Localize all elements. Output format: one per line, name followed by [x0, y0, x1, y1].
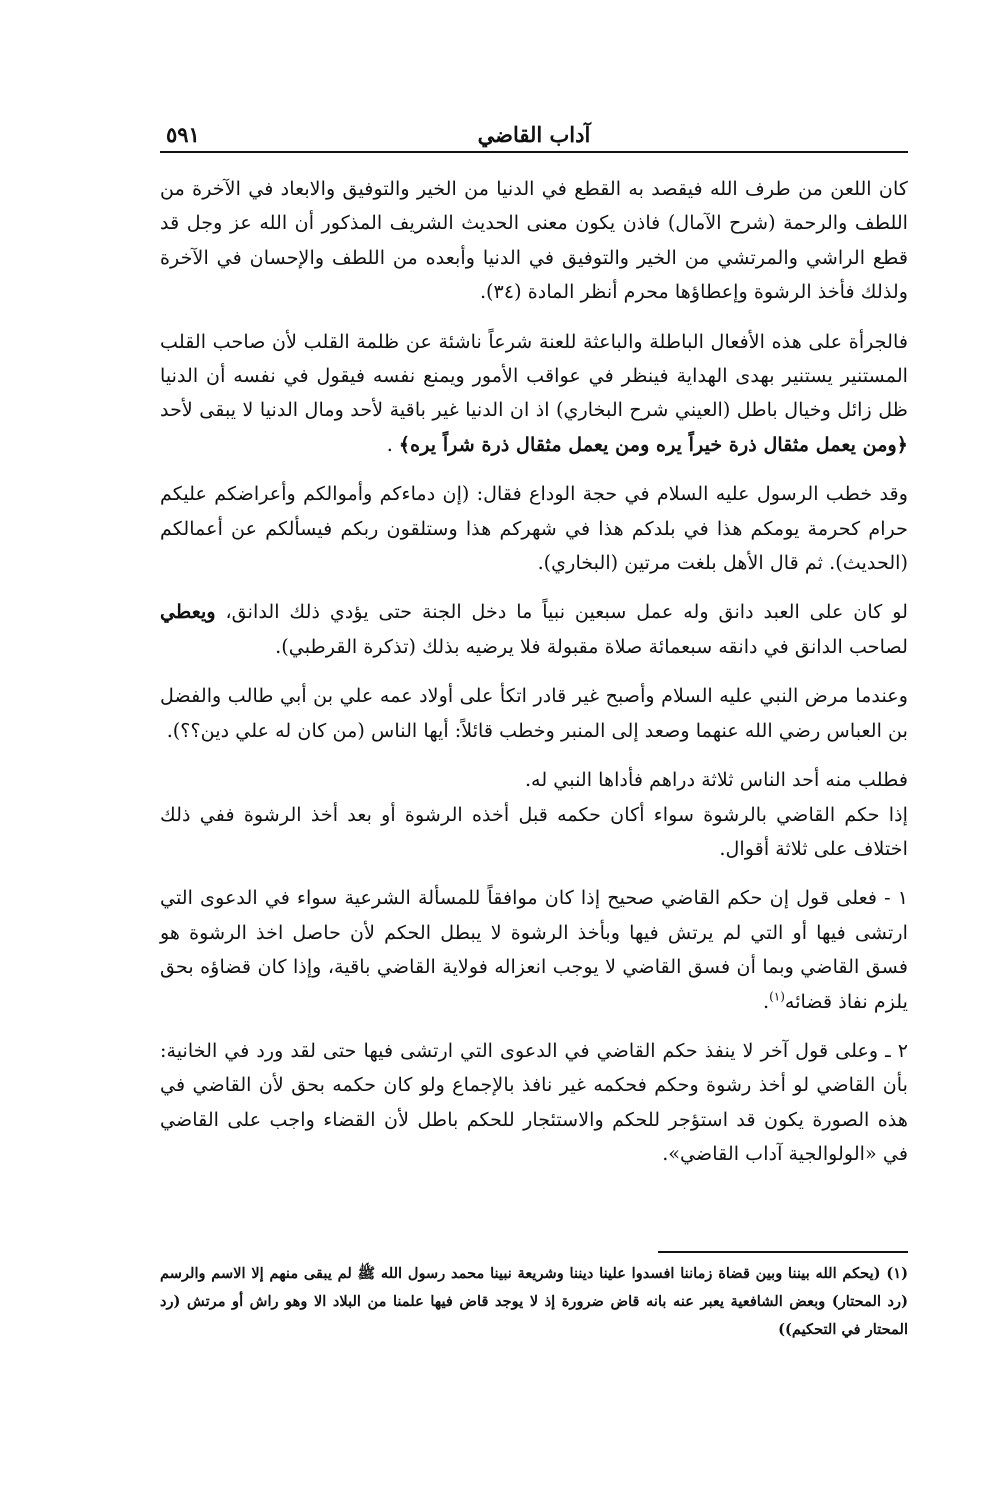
paragraph-8 — [160, 881, 908, 1019]
paragraph-7 — [160, 798, 908, 867]
paragraph-6 — [160, 763, 908, 797]
paragraph-2-end: . — [386, 432, 393, 456]
page-number: ٥٩١ — [166, 122, 200, 147]
footnote-rule — [658, 1251, 908, 1253]
header-rule — [160, 151, 908, 153]
paragraph-7-text: إذا حكم القاضي بالرشوة سواء أكان حكمه قبل أخذه الرشوة أو بعد أخذ الرشوة ففي ذلك اختلاف على ثلاثة أقوال. — [160, 802, 908, 860]
paragraph-2-text: فالجرأة على هذه الأفعال الباطلة والباعثة للعنة شرعاً ناشئة عن ظلمة القلب لأن صاحب القلب المستنير يستنير بهدى الهداية فينظر في عواقب الأمور ويمنع نفسه فيقول في نفسه أن الدنيا ظل زائل وخيال باطل (العيني شرح البخاري) اذ ان الدنيا غير باقية لأحد ومال الدنيا لا يبقى لأحد — [160, 329, 908, 422]
paragraph-8-end: . — [762, 989, 770, 1013]
paragraph-8-text: ١ - فعلى قول إن حكم القاضي صحيح إذا كان موافقاً للمسألة الشرعية سواء في الدعوى التي ارتشى فيها أو التي لم يرتش فيها وبأخذ الرشوة لا يبطل الحكم لأن حاصل اخذ الرشوة هو فسق القاضي وبما أن فسق القاضي لا يوجب انعزاله فولاية القاضي باقية، وإذا كان قضاؤه بحق يلزم نفاذ قضائه — [160, 886, 908, 1013]
paragraph-3-text: وقد خطب الرسول عليه السلام في حجة الوداع فقال: (إن دماءكم وأموالكم وأعراضكم عليكم حرام كحرمة يومكم هذا في بلدكم هذا في شهركم هذا وستلقون ربكم فيسألكم عن أعمالكم (الحديث). ثم قال الأهل بلغت مرتين (البخاري). — [160, 482, 908, 575]
footnote-text: (يحكم الله بيننا وبين قضاة زماننا افسدوا علينا ديننا وشريعة نبينا محمد رسول الله ﷺ لم يبقى منهم إلا الاسم والرسم (رد المحتار) وبعض الشافعية يعبر عنه بانه قاض ضرورة إذ لا يوجد قاض فيها علمنا من البلاد الا وهو راش أو مرتش (رد المحتار في التحكيم)) — [160, 1265, 908, 1338]
footnote-reference[interactable]: (١) — [769, 989, 785, 1004]
quran-verse: ﴿ومن يعمل مثقال ذرة خيراً يره ومن يعمل مثقال ذرة شراً يره﴾ — [398, 432, 908, 456]
paragraph-1 — [160, 172, 908, 310]
footnote-number: (١) — [886, 1265, 908, 1282]
footnote-1 — [160, 1260, 908, 1344]
paragraph-5-text: وعندما مرض النبي عليه السلام وأصبح غير قادر اتكأ على أولاد عمه علي بن أبي طالب والفضل بن العباس رضي الله عنهما وصعد إلى المنبر وخطب قائلاً: أيها الناس (من كان له علي دين؟؟). — [160, 684, 908, 742]
paragraph-9-text: ٢ ـ وعلى قول آخر لا ينفذ حكم القاضي في الدعوى التي ارتشى فيها حتى لقد ورد في الخانية: بأن القاضي لو أخذ رشوة وحكم فحكمه غير نافذ بالإجماع ولو كان حكمه بحق لأن القاضي في هذه الصورة يكون قد استؤجر للحكم والاستئجار للحكم باطل لأن القضاء واجب على القاضي في «الولوالجية آداب القاضي». — [160, 1038, 908, 1166]
paragraph-5 — [160, 679, 908, 748]
page-header — [160, 120, 908, 152]
paragraph-3 — [160, 477, 908, 580]
running-title: آداب القاضي — [477, 122, 591, 147]
paragraph-4-start: لو كان على العبد دانق وله عمل سبعين نبياً ما دخل الجنة حتى يؤدي ذلك الدانق، — [225, 600, 908, 624]
paragraph-1-text: كان اللعن من طرف الله فيقصد به القطع في الدنيا من الخير والتوفيق والابعاد في الآخرة من اللطف والرحمة (شرح الآمال) فاذن يكون معنى الحديث الشريف المذكور أن الله عز وجل قد قطع الراشي والمرتشي من الخير والتوفيق في الدنيا وأبعده من اللطف والإحسان في الآخرة ولذلك فأخذ الرشوة وإعطاؤها محرم أنظر المادة (٣٤). — [160, 177, 908, 304]
footnotes — [160, 1260, 908, 1344]
body-text — [160, 172, 908, 1187]
paragraph-4 — [160, 595, 908, 664]
bold-word: ويعطي — [160, 600, 216, 624]
paragraph-2 — [160, 325, 908, 463]
paragraph-4-end: لصاحب الدانق في دانقه سبعمائة صلاة مقبولة فلا يرضيه بذلك (تذكرة القرطبي). — [275, 634, 908, 658]
paragraph-9 — [160, 1034, 908, 1172]
paragraph-6-text: فطلب منه أحد الناس ثلاثة دراهم فأداها النبي له. — [524, 768, 908, 792]
